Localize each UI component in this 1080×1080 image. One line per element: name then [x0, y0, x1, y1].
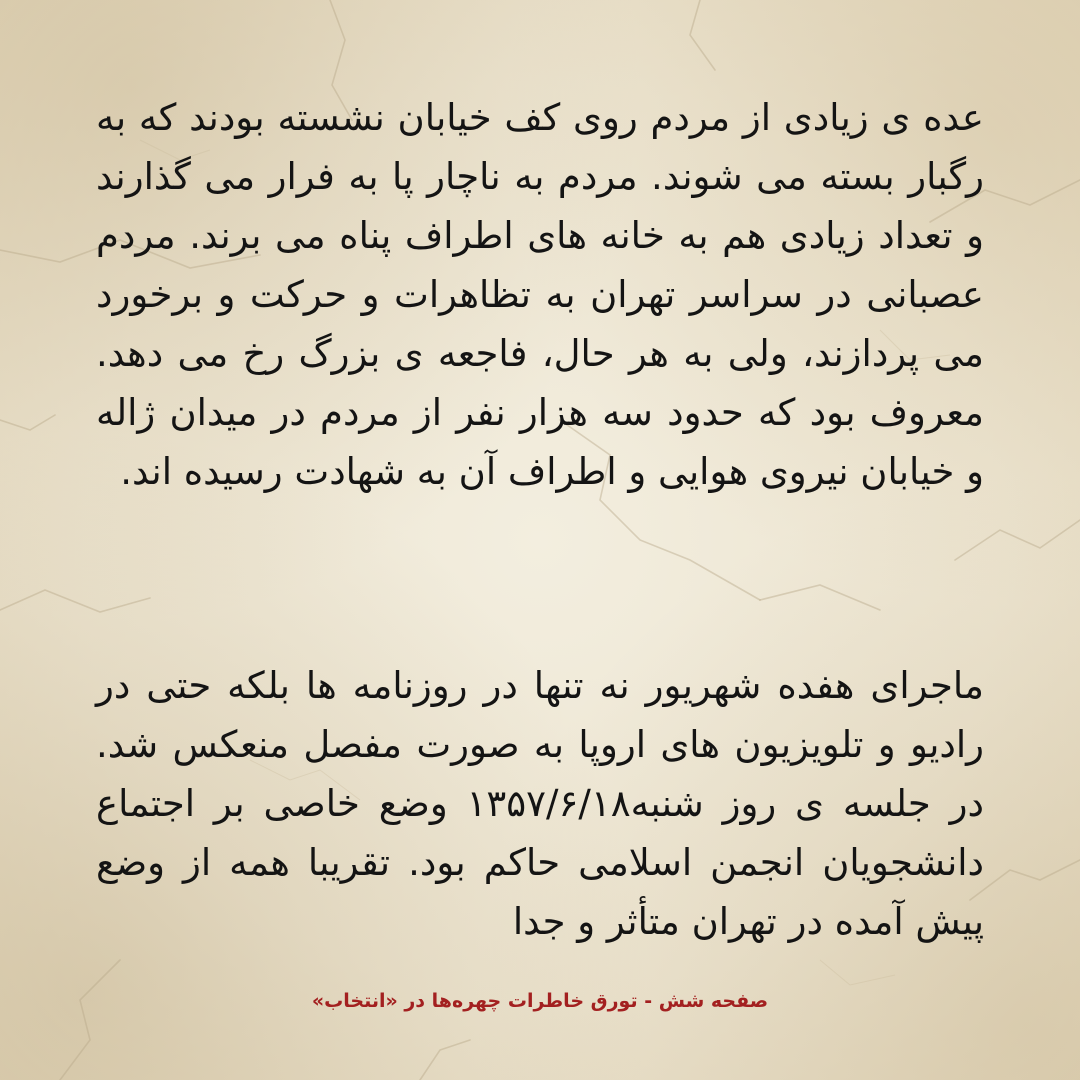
- paragraph-1: عده ی زیادی از مردم روی کف خیابان نشسته بودند که به رگبار بسته می شوند. مردم به ناچار پا به فرار می گذارند و تعداد زیادی هم به خانه های اطراف پناه می برند. مردم عصبانی در سراسر تهران به تظاهرات و حرکت و برخورد می پردازند، ولی به هر حال، فاجعه ی بزرگ رخ می دهد. معروف بود که حدود سه هزار نفر از مردم در میدان ژاله و خیابان نیروی هوایی و اطراف آن به شهادت رسیده اند.: [96, 96, 984, 493]
- footer-caption: صفحه شش - تورق خاطرات چهره‌ها در «انتخاب»: [311, 990, 769, 1012]
- paragraph-2: ماجرای هفده شهریور نه تنها در روزنامه ها بلکه حتی در رادیو و تلویزیون های اروپا به صورت مفصل منعکس شد. در جلسه ی روز شنبه۱۳۵۷/۶/۱۸ وضع خاصی بر اجتماع دانشجویان انجمن اسلامی حاکم بود. تقریبا همه از وضع پیش آمده در تهران متأثر و جدا: [96, 664, 984, 943]
